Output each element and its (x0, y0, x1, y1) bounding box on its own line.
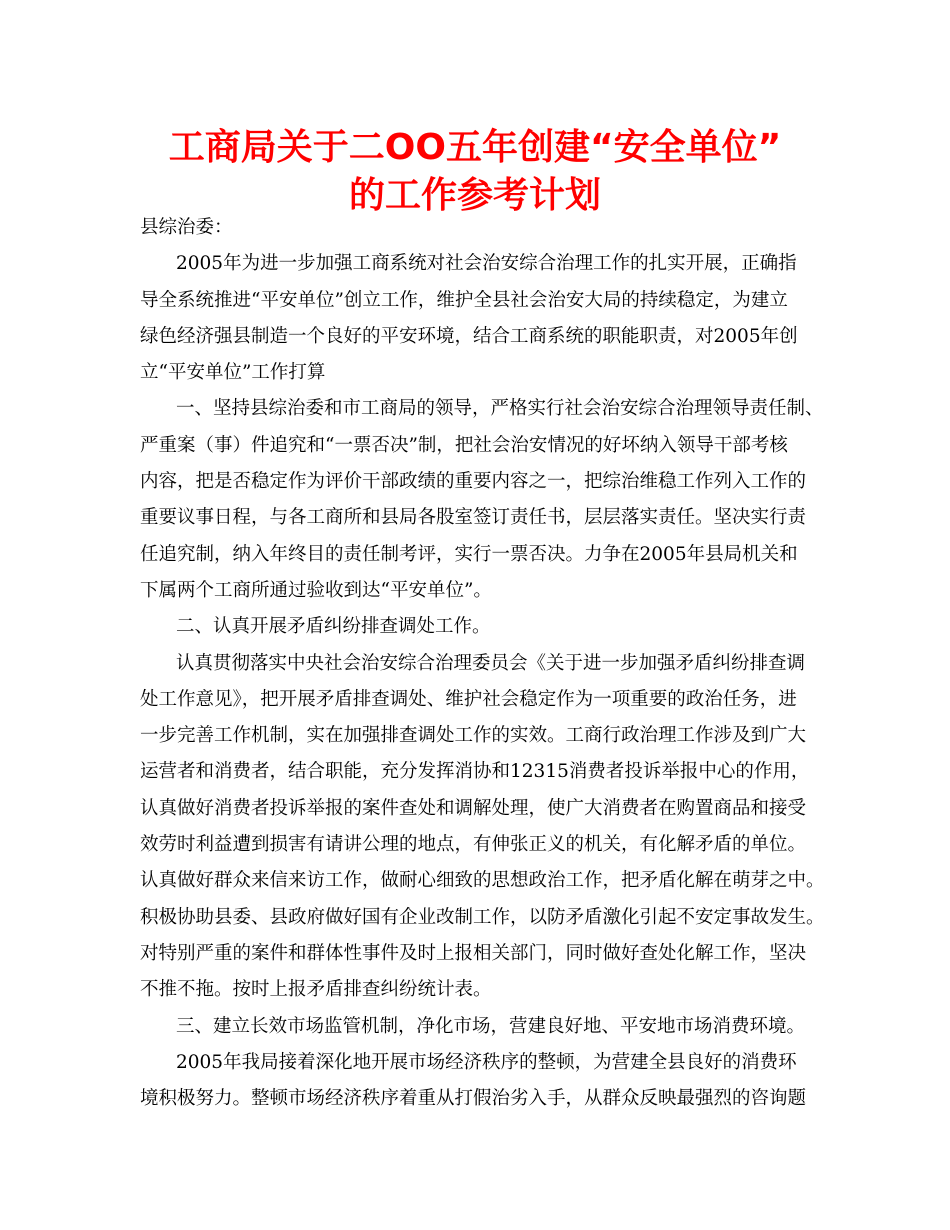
salutation: 县综治委： (140, 217, 233, 238)
body-line: 任追究制，纳入年终目的责任制考评，实行一票否决。力争在2005年县局机关和 (140, 543, 798, 565)
document-body (140, 210, 830, 1117)
body-line: 境积极努力。整顿市场经济秩序着重从打假治劣入手，从群众反映最强烈的咨询题 (140, 1088, 807, 1110)
body-line: 认真做好群众来信来访工作，做耐心细致的思想政治工作，把矛盾化解在萌芽之中。 (140, 870, 825, 892)
body-line: 2005年为进一步加强工商系统对社会治安综合治理工作的扎实开展，正确指 (176, 253, 797, 275)
body-line: 认真做好消费者投诉举报的案件查处和调解处理，使广大消费者在购置商品和接受 (140, 797, 807, 819)
body-line: 重要议事日程，与各工商所和县局各股室签订责任书，层层落实责任。坚决实行责 (140, 507, 807, 529)
body-line: 下属两个工商所通过验收到达“平安单位”。 (140, 579, 492, 601)
body-line: 效劳时利益遭到损害有请讲公理的地点，有伸张正义的机关，有化解矛盾的单位。 (140, 834, 807, 856)
body-line: 处工作意见》，把开展矛盾排查调处、维护社会稳定作为一项重要的政治任务，进 (140, 688, 797, 710)
body-line: 运营者和消费者，结合职能，充分发挥消协和12315消费者投诉举报中心的作用， (140, 761, 810, 783)
body-line: 认真贯彻落实中央社会治安综合治理委员会《关于进一步加强矛盾纠纷排查调 (176, 652, 806, 674)
section-heading: 三、建立长效市场监管机制，净化市场，营建良好地、平安地市场消费环境。 (176, 1015, 806, 1037)
body-line: 一、坚持县综治委和市工商局的领导，严格实行社会治安综合治理领导责任制、 (176, 398, 824, 420)
body-line: 不推不拖。按时上报矛盾排查纠纷统计表。 (140, 979, 492, 1001)
document-title-line-1: 工商局关于二OO五年创建“安全单位” (168, 127, 782, 168)
body-line: 导全系统推进“平安单位”创立工作，维护全县社会治安大局的持续稳定，为建立 (140, 289, 788, 311)
body-line: 对特别严重的案件和群体性事件及时上报相关部门，同时做好查处化解工作，坚决 (140, 942, 807, 964)
body-line: 积极协助县委、县政府做好国有企业改制工作，以防矛盾激化引起不安定事故发生。 (140, 906, 825, 928)
body-line: 一步完善工作机制，实在加强排查调处工作的实效。工商行政治理工作涉及到广大 (140, 725, 807, 747)
body-line: 严重案（事）件追究和“一票否决”制，把社会治安情况的好坏纳入领导干部考核 (140, 434, 788, 456)
body-line: 内容，把是否稳定作为评价干部政绩的重要内容之一，把综治维稳工作列入工作的 (140, 471, 807, 493)
body-line: 绿色经济强县制造一个良好的平安环境，结合工商系统的职能职责，对2005年创 (140, 325, 798, 347)
section-heading: 二、认真开展矛盾纠纷排查调处工作。 (176, 616, 491, 638)
body-line: 2005年我局接着深化地开展市场经济秩序的整顿，为营建全县良好的消费环 (176, 1051, 797, 1073)
body-line: 立“平安单位”工作打算 (140, 362, 326, 384)
document-title-line-2: 的工作参考计划 (348, 175, 601, 216)
